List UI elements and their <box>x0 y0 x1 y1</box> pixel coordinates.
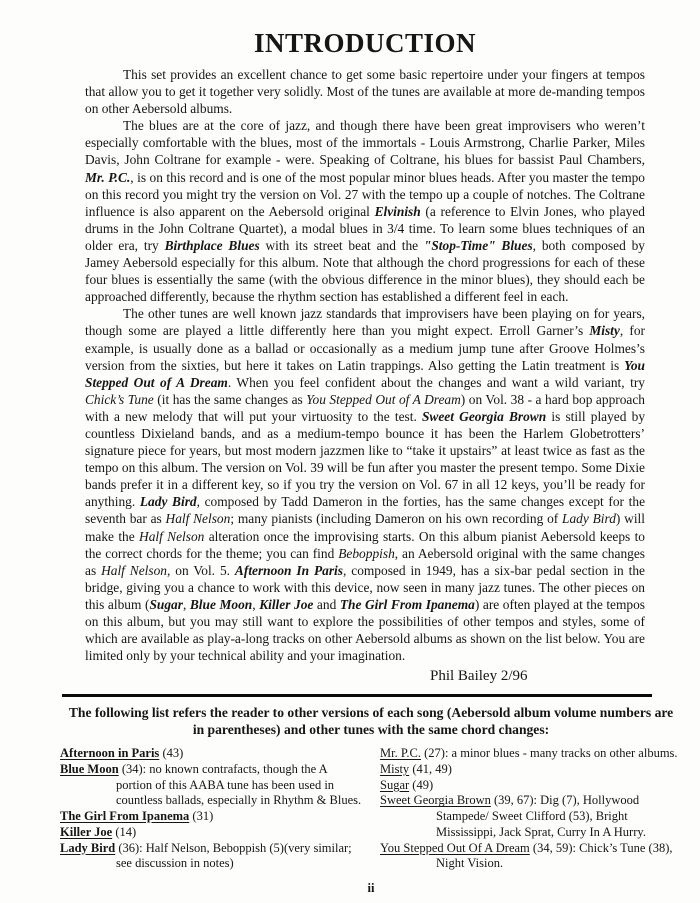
song-list-right <box>380 746 682 872</box>
page-number: ii <box>367 880 375 895</box>
list-heading-line: The following list refers the reader to other versions of each song (Aebersold album volume numbers are <box>68 705 674 721</box>
song-list-item <box>60 762 366 809</box>
song-list-item <box>380 762 682 778</box>
paragraph: The blues are at the core of jazz, and though there have been great improvisers who weren’t especially comfortable with the blues, most of the immortals - Louis Armstrong, Charlie Parker, Miles Davis, John Coltrane for example - were. Speaking of Coltrane, his blues for bassist Paul Chambers, Mr. P.C., is on this record and is one of the most popular minor blues heads. After you master the tempo on this record you might try the version on Vol. 27 with the tempo up a couple of notches. The Coltrane influence is also apparent on the Aebersold original Elvinish (a reference to Elvin Jones, who played drums in the John Coltrane Quartet), a modal blues in 3/4 time. To learn some blues techniques of an older era, try Birthplace Blues with its street beat and the "Stop-Time" Blues, both composed by Jamey Aebersold especially for this album. Note that although the chord progressions for each of these four blues is essentially the same (with the obvious difference in the minor blues), they should each be approached differently, because the rhythm section has established a different feel in each. <box>85 118 645 305</box>
song-title: Blue Moon <box>60 761 119 776</box>
song-list-item <box>60 825 366 841</box>
song-title: Afternoon in Paris <box>60 746 160 761</box>
song-details: (31) <box>189 809 214 824</box>
song-details: (34, 59): Chick’s Tune (38), Night Vision. <box>436 840 673 871</box>
paragraph: This set provides an excellent chance to get some basic repertoire under your fingers at tempos that allow you to get it together very solidly. Most of the tunes are available at more de-manding tempos on other Aebersold albums. <box>85 67 645 117</box>
song-list-item <box>60 746 366 762</box>
reference-list-section <box>60 694 682 896</box>
song-details: (27): a minor blues - many tracks on other albums. <box>421 746 678 761</box>
song-title: You Stepped Out Of A Dream <box>380 840 530 855</box>
song-details: (49) <box>409 777 434 792</box>
song-list-item <box>60 841 366 872</box>
song-title: Lady Bird <box>60 840 116 855</box>
page-title: INTRODUCTION <box>253 28 477 58</box>
song-columns <box>60 746 682 872</box>
song-title: Sweet Georgia Brown <box>380 793 491 808</box>
song-title: Killer Joe <box>60 824 113 839</box>
list-heading-line: in parentheses) and other tunes with the same chord changes: <box>192 722 550 738</box>
song-list-item <box>380 793 682 840</box>
song-title: Misty <box>380 761 410 776</box>
song-list-item <box>380 778 682 794</box>
song-list-item <box>380 746 682 762</box>
song-details: (41, 49) <box>409 761 452 776</box>
song-title: The Girl From Ipanema <box>60 809 190 824</box>
song-details: (14) <box>112 824 137 839</box>
song-details: (36): Half Nelson, Beboppish (5)(very similar; see discussion in notes) <box>115 840 352 871</box>
song-details: (43) <box>159 746 184 761</box>
song-details: (39, 67): Dig (7), Hollywood Stampede/ Sweet Clifford (53), Bright Mississippi, Jack Sprat, Curry In A Hurry. <box>436 793 646 839</box>
paragraph: The other tunes are well known jazz standards that improvisers have been playing on for years, though some are played a little differently here than you might expect. Erroll Garner’s Misty, for example, is usually done as a ballad or occasionally as a medium jump tune after Groove Holmes’s version from the sixties, but here it takes on Latin trappings. Also getting the Latin treatment is You Stepped Out of A Dream. When you feel confident about the changes and want a wild variant, try Chick’s Tune (it has the same changes as You Stepped Out of A Dream) on Vol. 38 - a hard bop approach with a new melody that will put your virtuosity to the test. Sweet Georgia Brown is still played by countless Dixieland bands, and as a medium-tempo bounce it has been the Harlem Globetrotters’ signature piece for years, but most modern jazzmen like to “take it upstairs” at least twice as fast as the tempo on this album. The version on Vol. 39 will be fun after you master the present tempo. Some Dixie bands prefer it in a different key, so if you try the version on Vol. 67 in all 12 keys, you’ll be ready for anything. Lady Bird, composed by Tadd Dameron in the forties, has the same changes except for the seventh bar as Half Nelson; many pianists (including Dameron on his own recording of Lady Bird) will make the Half Nelson alteration once the improvising starts. On this album pianist Aebersold keeps to the correct chords for the theme; you can find Beboppish, an Aebersold original with the same changes as Half Nelson, on Vol. 5. Afternoon In Paris, composed in 1949, has a six-bar pedal section in the bridge, giving you a chance to work with this device, now seen in many jazz tunes. The other pieces on this album (Sugar, Blue Moon, Killer Joe and The Girl From Ipanema) are often played at the tempos on this album, but you may still want to explore the possibilities of other tempos and styles, some of which are available as play-a-long tracks on other Aebersold albums as shown on the list below. You are limited only by your technical ability and your imagination. <box>85 306 646 664</box>
song-list-item <box>60 809 366 825</box>
song-list-item <box>380 841 682 872</box>
author-signature: Phil Bailey 2/96 <box>430 668 528 685</box>
song-details: (34): no known contrafacts, though the A portion of this AABA tune has been used in countless ballads, especially in Rhythm & Blues. <box>116 761 362 808</box>
list-heading <box>60 704 682 738</box>
song-list-left <box>60 746 366 872</box>
song-title: Mr. P.C. <box>380 746 421 761</box>
song-title: Sugar <box>380 777 410 792</box>
divider-rule <box>62 694 652 697</box>
introduction-body <box>85 66 645 664</box>
